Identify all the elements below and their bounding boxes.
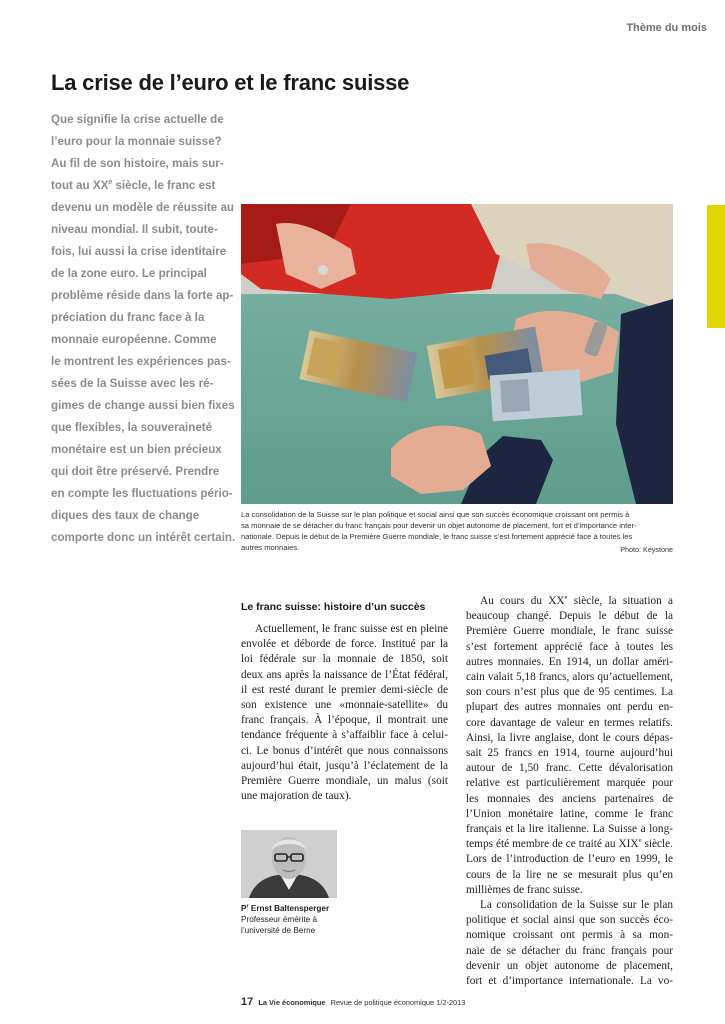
text-line: les monnaies des anciens partenaires de xyxy=(466,792,673,805)
text-line: Actuellement, le franc suisse est en pleine xyxy=(255,623,448,635)
lead-line: problème réside dans la forte ap- xyxy=(51,289,234,302)
body-text xyxy=(241,622,448,804)
lead-line: préciation du franc face à la xyxy=(51,311,205,324)
lead-line: fois, lui aussi la crise identitaire xyxy=(51,245,227,258)
text-line: loi fédérale sur la monnaie de 1850, soit xyxy=(241,653,448,666)
text-line: français et la lire italienne. La Suisse a long- xyxy=(466,823,673,836)
caption-line: La consolidation de la Suisse sur le plan politique et social ainsi que son succès économique croissant ont permis à xyxy=(241,510,630,519)
lead-line: l’euro pour la monnaie suisse? xyxy=(51,135,222,148)
caption-line: sa monnaie de se détacher du franc français pour devenir un objet autonome de placement, fort et d’importance inter- xyxy=(241,521,637,530)
text-line: une majoration de taux). xyxy=(241,790,352,803)
lead-line: diques des taux de change xyxy=(51,509,200,522)
text-line: ci. Le bonus d’intérêt que nous connaissons xyxy=(241,744,448,757)
text-line: s’est fortement apprécié face à toutes les xyxy=(466,640,673,653)
text-line: politique et social ainsi que son succès éco- xyxy=(466,914,673,927)
lead-line: devenu un modèle de réussite au xyxy=(51,201,234,214)
lead-line xyxy=(51,175,229,197)
lead-line: qui doit être préservé. Prendre xyxy=(51,465,220,478)
author-role: Professeur émérite à xyxy=(241,915,317,924)
text-line: il est resté durant le premier demi-siècle de xyxy=(241,683,448,696)
body-text xyxy=(466,594,673,989)
text-line: fort et d’importance internationale. La vo- xyxy=(466,975,673,988)
superscript: e xyxy=(638,837,642,845)
text-line: tendance fréquente à s’affaiblir face à celui- xyxy=(241,729,448,742)
caption-line: nationale. Depuis le début de la Première Guerre mondiale, le franc suisse s’est fortement apprécié face à toutes les xyxy=(241,532,633,541)
text-line: autres monnaies. En 1914, un dollar améri- xyxy=(466,655,673,668)
caption-line: autres monnaies. xyxy=(241,543,300,552)
text-line: Ainsi, la livre anglaise, dont le cours dépas- xyxy=(466,731,673,744)
banknotes-illustration xyxy=(241,204,673,504)
author-role: l’université de Berne xyxy=(241,926,316,935)
superscript: r xyxy=(246,903,249,910)
text-line: envolée et déborde de force. Institué par la xyxy=(241,638,448,651)
lead-line: le montrent les expériences pas- xyxy=(51,355,231,368)
section-heading: Le franc suisse: histoire d’un succès xyxy=(241,601,426,613)
author-title: P xyxy=(241,904,247,913)
text-fragment: temps été membre de ce traité au XIX xyxy=(466,838,639,851)
author-bio xyxy=(241,903,329,936)
text-line: nomique croissant ont permis à sa mon- xyxy=(466,929,673,942)
text-line: l’Union monétaire latine, comme le franc xyxy=(466,807,673,820)
page-footer xyxy=(241,996,465,1008)
lead-line: niveau mondial. Il subit, toute- xyxy=(51,223,218,236)
text-line: franc français. À l’époque, il montrait une xyxy=(241,714,448,727)
article-title: La crise de l’euro et le franc suisse xyxy=(51,70,410,95)
superscript: e xyxy=(108,179,113,187)
text-line: autour de 1,50 franc. Cette dévalorisation xyxy=(466,762,673,775)
author-name-text: Ernst Baltensperger xyxy=(248,904,330,913)
text-line: aujourd’hui était, jusqu’à l’éclatement de la xyxy=(241,759,448,772)
lead-fragment: tout au XX xyxy=(51,179,109,192)
accent-bar xyxy=(707,205,725,328)
lead-line: en compte les fluctuations pério- xyxy=(51,487,233,500)
text-line: son cours n’est plus que de 95 centimes. La xyxy=(466,686,673,699)
text-line: Première Guerre mondiale, le franc suisse xyxy=(466,625,673,638)
text-line xyxy=(466,594,673,609)
text-line: son existence une «monnaie-satellite» du xyxy=(241,699,448,712)
text-line: core davantage de valeur en termes relatifs. xyxy=(466,716,673,729)
text-line: plupart des autres monnaies ont perdu en- xyxy=(466,701,673,714)
author-portrait xyxy=(241,830,337,898)
text-fragment: siècle. xyxy=(641,838,673,851)
superscript: e xyxy=(564,594,568,602)
text-fragment: Au cours du XX xyxy=(480,595,565,607)
lead-line: comporte donc un intérêt certain. xyxy=(51,531,236,544)
text-line: deux ans après la naissance de l’État fédéral, xyxy=(241,668,448,681)
text-line: relative est particulièrement marquée pour xyxy=(466,777,673,790)
text-line: naie de se détacher du franc français pour xyxy=(466,944,673,957)
text-line: Première Guerre mondiale, un malus (soit xyxy=(241,775,448,788)
lead-line: que flexibles, la souveraineté xyxy=(51,421,213,434)
text-line: sait 25 francs en 1914, tourne aujourd’hui xyxy=(466,747,673,760)
section-label: Thème du mois xyxy=(626,22,707,34)
body-column-left xyxy=(241,601,448,804)
author-name xyxy=(241,903,329,914)
article-lead xyxy=(51,109,236,549)
lead-line: gimes de change aussi bien fixes xyxy=(51,399,235,412)
body-column-right xyxy=(466,594,673,989)
issue-info: Revue de politique économique 1/2-2013 xyxy=(330,998,466,1007)
photo-credit: Photo: Keystone xyxy=(620,545,673,554)
text-line: La consolidation de la Suisse sur le plan xyxy=(480,899,673,912)
page-number: 17 xyxy=(241,996,254,1008)
lead-line: monétaire est un bien précieux xyxy=(51,443,222,456)
author-photo xyxy=(241,830,337,898)
lead-line: Au fil de son histoire, mais sur- xyxy=(51,157,224,170)
lead-fragment: siècle, le franc est xyxy=(112,179,216,192)
text-line: cain valait 5,18 francs, alors qu’actuellement, xyxy=(466,671,673,684)
text-fragment: siècle, la situation a xyxy=(567,595,673,607)
text-line: cours de la lire ne se mesurait plus qu’en xyxy=(466,868,673,881)
magazine-name: La Vie économique xyxy=(258,998,326,1007)
lead-line: sées de la Suisse avec les ré- xyxy=(51,377,214,390)
lead-line: de la zone euro. Le principal xyxy=(51,267,207,280)
banknotes-photo xyxy=(241,204,673,504)
text-line xyxy=(466,837,673,852)
text-line: Lors de l’introduction de l’euro en 1999, le xyxy=(466,853,673,866)
lead-line: monnaie européenne. Comme xyxy=(51,333,217,346)
text-line: millièmes de franc suisse. xyxy=(466,883,583,896)
photo-caption xyxy=(241,509,673,553)
text-line: devenir un objet autonome de placement, xyxy=(466,959,673,972)
text-line: beaucoup changé. Depuis le début de la xyxy=(466,610,673,623)
lead-line: Que signifie la crise actuelle de xyxy=(51,113,224,126)
